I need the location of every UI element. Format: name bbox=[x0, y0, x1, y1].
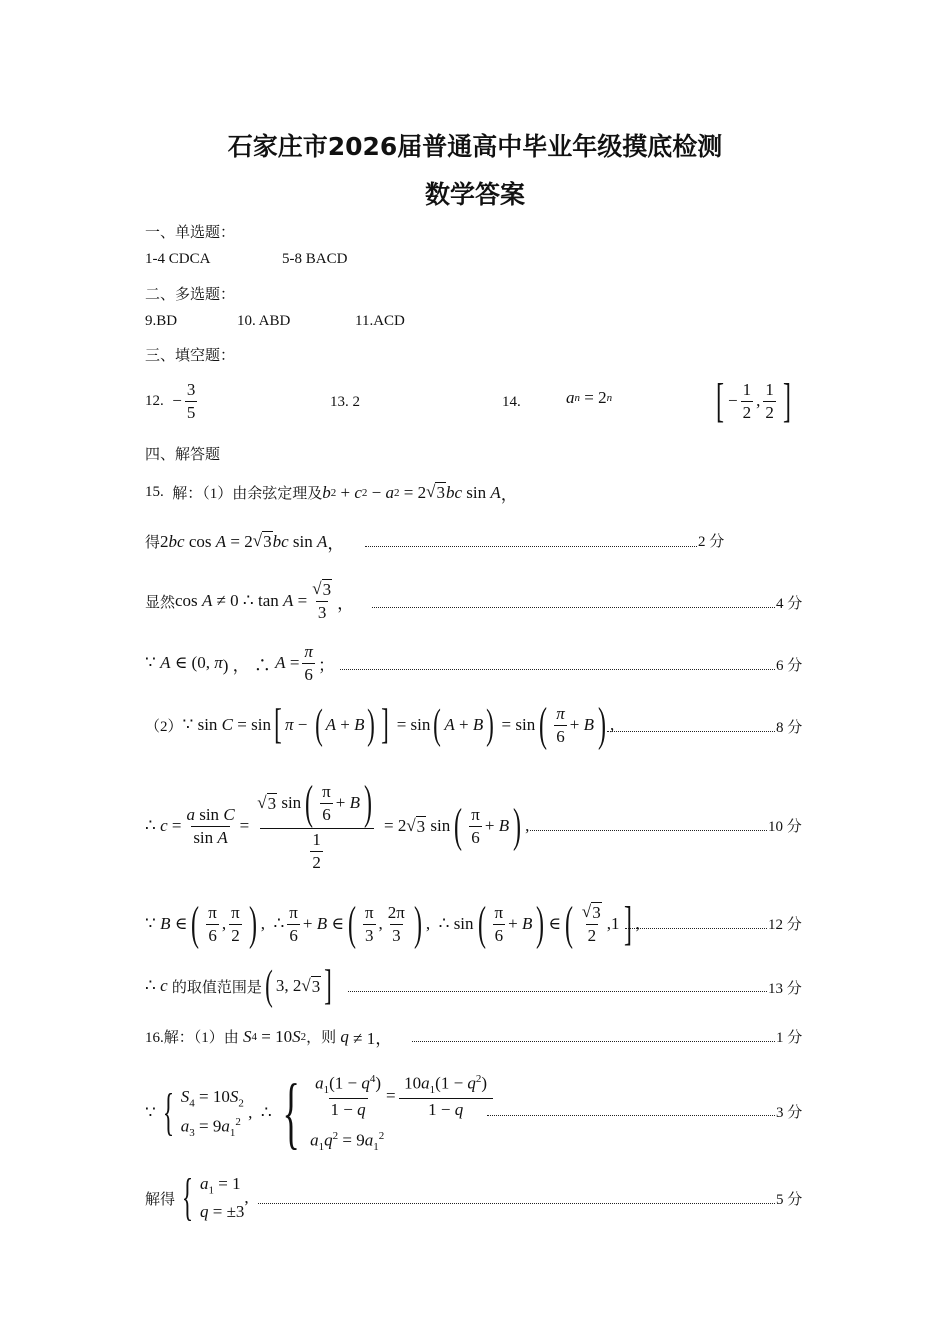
score-6: 6 分 bbox=[776, 658, 803, 674]
q15-step-12: ∵ B ∈ ( $\frac{\pi}{6}$ , $\frac{\pi}{2}$ ) , ∴ $\frac{\pi}{6}$ + B ∈ ( $\frac{\pi}{3}$ , $\frac{2\pi}{3}$ ) , ∴ sin ( $\frac{\pi}{6}$ + B ) ∈ ( √ 3 2 ,1 ] , bbox=[145, 897, 640, 950]
score-13: 13 分 bbox=[768, 981, 802, 997]
q15-step-4: 显然 cos A ≠ 0 ∴ tan A = √ 3 3 ， bbox=[145, 579, 355, 622]
leader-dots bbox=[340, 669, 775, 670]
leader-dots bbox=[607, 731, 775, 732]
leader-dots bbox=[258, 1203, 775, 1204]
leader-dots bbox=[348, 991, 767, 992]
leader-dots bbox=[372, 607, 775, 608]
page-subtitle: 数学答案 bbox=[424, 180, 525, 209]
q15-step-10: ∴ c = $\frac{\text{a sin C}}{\text{sin A}}$ = √ 3 sin ( $\frac{\pi}{6}$ + B ) $\frac{1}{2}$ = 2 √ 3 sin ( $\frac{\pi}{6}$ + B ) , bbox=[145, 776, 530, 872]
score-10: 10 分 bbox=[768, 819, 802, 835]
multi-choice-answer-11: 11.ACD bbox=[355, 313, 405, 329]
multi-choice-answer-10: 10. ABD bbox=[237, 313, 291, 329]
score-t1: 1 分 bbox=[776, 1030, 803, 1046]
score-12: 12 分 bbox=[768, 917, 802, 933]
q16-step-1: 16.解：（1）由 S 4 = 10 S 2 ，则 q ≠ 1， bbox=[145, 1026, 393, 1048]
fill-answer-13: 13. 2 bbox=[330, 394, 360, 410]
q15-part2-step-8: （2） ∵ sin C = sin [ π − ( A + B ) ] = sin ( A + B ) = sin ( $\frac{\pi}{6}$ + B ) , bbox=[145, 698, 615, 751]
q15-step-13: ∴ c 的取值范围是 ( 3, 2 √ 3 ] bbox=[145, 963, 333, 1009]
q15-step-6: ∵ A ∈ (0, π ) ， ∴ A = $\frac{\pi}{6}$ ； bbox=[145, 641, 335, 684]
leader-dots bbox=[487, 1115, 775, 1116]
fill-answer-14-interval: [ − $\frac{1}{2}$ , $\frac{1}{2}$ ] bbox=[715, 374, 791, 427]
score-8: 8 分 bbox=[776, 720, 803, 736]
fill-answer-12: 12. − $\frac{3}{5}$ bbox=[145, 379, 196, 422]
section-solutions: 四、解答题 bbox=[145, 445, 221, 463]
single-choice-answers-2: 5-8 BACD bbox=[282, 251, 348, 267]
q15-step-2: 得 2 bc cos A = 2 √ 3 bc sin A ， bbox=[145, 531, 345, 553]
q16-step-5: 解得 { $a_1 = 1$ q = ±3 , bbox=[145, 1169, 249, 1226]
multi-choice-answer-9: 9.BD bbox=[145, 313, 178, 329]
score-t5: 5 分 bbox=[776, 1192, 803, 1208]
leader-dots bbox=[365, 546, 697, 547]
fill-answer-14-label: 14. bbox=[502, 394, 521, 410]
q15-intro: 15. 解：（1）由余弦定理及 b 2 + c 2 − a 2 = 2 √ 3 bc sin A ， bbox=[145, 482, 518, 504]
score-4: 4 分 bbox=[776, 596, 803, 612]
q16-step-3: ∵ { $S_4 = 10S_2$ $a_3 = 9a_1^2$ , ∴ { $\frac{a_1(1 - q^4)}{1 - q}$ = $\frac{10a_1(1 - q^2)}{1 - q}$ $a_1q^2 = 9a_1^2$ bbox=[145, 1068, 496, 1158]
leader-dots bbox=[625, 928, 767, 929]
score-t3: 3 分 bbox=[776, 1105, 803, 1121]
leader-dots bbox=[412, 1041, 775, 1042]
section-multi-choice: 二、多选题： bbox=[145, 285, 236, 303]
section-single-choice: 一、单选题： bbox=[145, 223, 236, 241]
page-title: 石家庄市2026届普通高中毕业年级摸底检测 bbox=[227, 132, 723, 161]
section-fill-blank: 三、填空题： bbox=[145, 346, 236, 364]
fill-answer-14-formula: a n = 2 n bbox=[566, 388, 613, 407]
leader-dots bbox=[530, 830, 767, 831]
single-choice-answers-1: 1-4 CDCA bbox=[145, 251, 211, 267]
score-2: 2 分 bbox=[698, 534, 725, 550]
